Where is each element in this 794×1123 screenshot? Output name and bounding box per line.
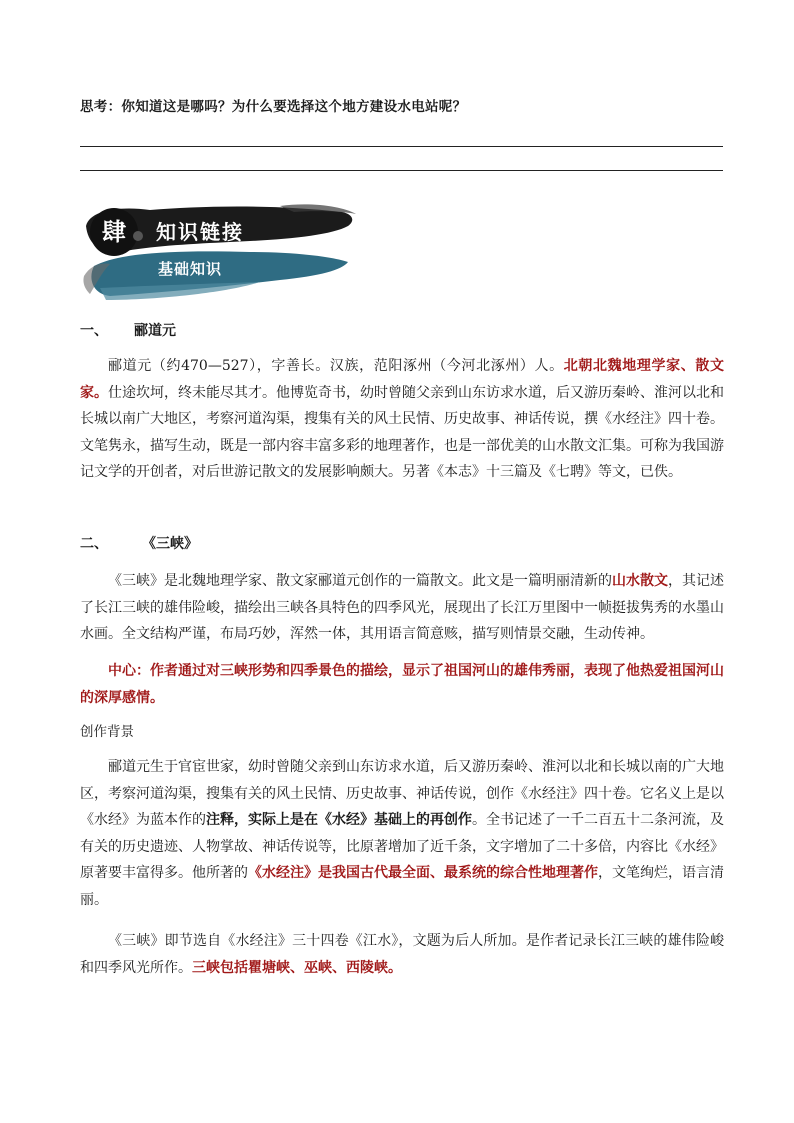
text-run: 。全书记述了一千二百五十二条河流，及有关的历史遗迹、人物掌故、神话传说等，比原著增加了近千条，文字增加了二十多倍，内容比《水经》原著要丰富得多。他所著的 <box>80 812 724 881</box>
section-2-title: 《三峡》 <box>142 536 198 552</box>
banner-subtitle: 基础知识 <box>158 260 223 278</box>
background-label: 创作背景 <box>80 724 134 740</box>
section-banner <box>80 196 360 308</box>
answer-line-1 <box>80 146 723 147</box>
text-run: 《三峡》是北魏地理学家、散文家郦道元创作的一篇散文。此文是一篇明丽清新的 <box>108 573 612 589</box>
banner-seal: 肆 <box>102 217 126 246</box>
section-2-paragraph-3 <box>80 928 724 981</box>
center-idea: 中心：作者通过对三峡形势和四季景色的描绘，显示了祖国河山的雄伟秀丽，表现了他热爱祖国河山的深厚感情。 <box>80 663 724 706</box>
text-run: 郦道元（约470—527），字善长。汉族，范阳涿州（今河北涿州）人。 <box>108 358 564 374</box>
answer-line-2 <box>80 170 723 171</box>
section-2-heading <box>80 533 198 553</box>
bold-run: 注释，实际上是在《水经》基础上的再创作 <box>206 812 472 828</box>
section-1-heading <box>80 320 176 340</box>
section-1-number: 一、 <box>80 323 108 339</box>
section-2-paragraph-1 <box>80 568 724 648</box>
highlight-run: 山水散文 <box>612 573 668 589</box>
text-run: 仕途坎坷，终未能尽其才。他博览奇书，幼时曾随父亲到山东访求水道，后又游历秦岭、淮河以北和长城以南广大地区，考察河道沟渠，搜集有关的风土民情、历史故事、神话传说，撰《水经注》四十卷。文笔隽永，描写生动，既是一部内容丰富多彩的地理著作，也是一部优美的山水散文汇集。可称为我国游记文学的开创者，对后世游记散文的发展影响颇大。另著《本志》十三篇及《七聘》等文，已佚。 <box>80 384 724 480</box>
section-2-number: 二、 <box>80 536 108 552</box>
highlight-run: 《水经注》是我国古代最全面、最系统的综合性地理著作 <box>248 865 598 881</box>
ink-wash-brush-icon <box>80 196 360 308</box>
text-run: 《三峡》即节选自《水经注》三十四卷《江水》，文题为后人所加。是作者记录长江三峡的雄伟险峻和四季风光所作。 <box>80 933 724 976</box>
text-run: 郦道元生于官宦世家，幼时曾随父亲到山东访求水道，后又游历秦岭、淮河以北和长城以南的广大地区，考察河道沟渠，搜集有关的风土民情、历史故事、神话传说，创作《水经注》四十卷。它名义上是以《水经》为蓝本作的 <box>80 759 724 828</box>
text-run: ，其记述了长江三峡的雄伟险峻，描绘出三峡各具特色的四季风光，展现出了长江万里图中一帧挺拔隽秀的水墨山水画。全文结构严谨，布局巧妙，浑然一体，其用语言简意赅，描写则情景交融，生动传神。 <box>80 573 724 642</box>
think-question: 思考：你知道这是哪吗？为什么要选择这个地方建设水电站呢？ <box>80 99 467 115</box>
banner-title: 知识链接 <box>156 220 244 244</box>
highlight-run: 北朝北魏地理学家、散文家。 <box>80 358 724 401</box>
section-1-title: 郦道元 <box>134 323 176 339</box>
text-run: ，文笔绚烂，语言清丽。 <box>80 865 724 908</box>
section-1-paragraph <box>80 353 724 486</box>
highlight-run: 三峡包括瞿塘峡、巫峡、西陵峡。 <box>192 959 402 976</box>
section-2-paragraph-2 <box>80 754 724 913</box>
